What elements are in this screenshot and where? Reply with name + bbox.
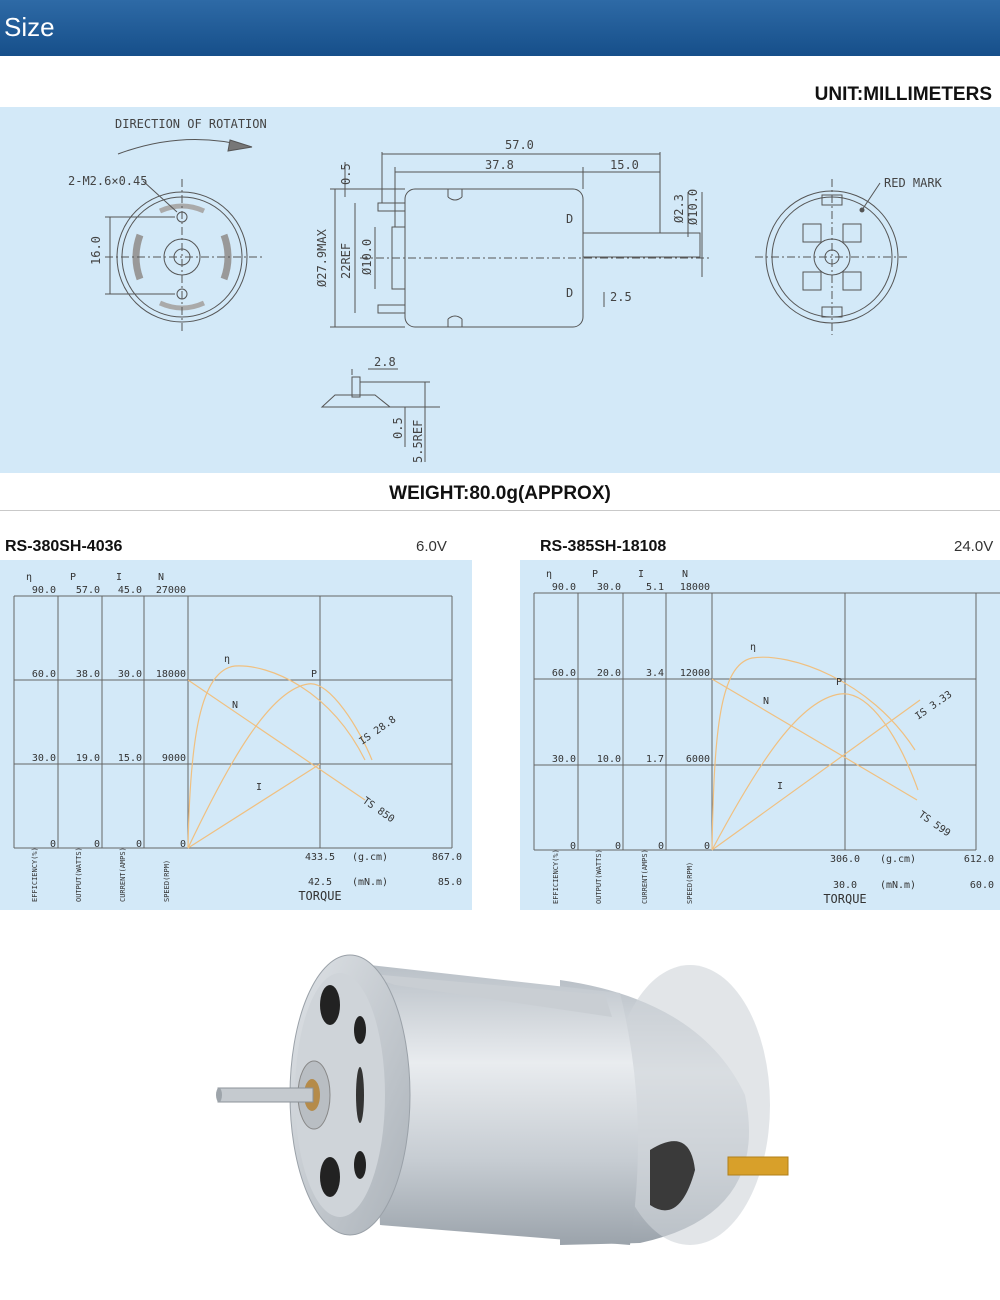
speed-line — [188, 680, 365, 800]
torque-unit-gcm: (g.cm) — [879, 854, 917, 865]
dim-2-5: 2.5 — [610, 290, 632, 304]
dim-15: 15.0 — [610, 158, 639, 172]
tick-label: 30.0 — [596, 582, 621, 593]
section-title: Size — [4, 12, 55, 42]
dim-22: 22REF — [339, 242, 353, 279]
tick-label: 0 — [135, 839, 142, 850]
chart-2-p-symbol: P — [592, 569, 599, 580]
current-line — [712, 700, 920, 850]
unit-label: UNIT:MILLIMETERS — [814, 84, 992, 105]
chart-2-svg — [520, 560, 1000, 910]
term-5-5: 5.5REF — [411, 419, 425, 463]
tick-label: 42.5 — [307, 877, 333, 888]
tick-label: 1.7 — [645, 754, 664, 765]
dimension-drawing — [0, 107, 1000, 473]
p-curve-label: P — [311, 669, 318, 680]
front-view — [105, 179, 262, 332]
dim-27-9: Ø27.9MAX — [315, 229, 329, 287]
chart-2-out-unit: OUTPUT(WATTS) — [595, 849, 603, 904]
torque-unit-gcm: (g.cm) — [351, 852, 389, 863]
tick-label: 60.0 — [969, 880, 994, 891]
chart-1-svg — [0, 560, 472, 910]
chart-1-spd-unit: SPEED(RPM) — [163, 859, 171, 902]
chart-2-panel — [520, 560, 1000, 910]
n-line-label: N — [763, 696, 770, 707]
eta-curve-label: η — [224, 654, 231, 665]
tick-label: 6000 — [685, 754, 710, 765]
tick-label: 0 — [569, 841, 576, 852]
rear-view — [755, 179, 910, 335]
chart-2-n-symbol: N — [682, 569, 689, 580]
tick-label: 0 — [657, 841, 664, 852]
i-line-label: I — [777, 781, 784, 792]
eta-curve-label: η — [750, 642, 757, 653]
dimension-drawing-panel — [0, 107, 1000, 473]
chart-1-out-unit: OUTPUT(WATTS) — [75, 847, 83, 902]
tick-label: 612.0 — [963, 854, 994, 865]
efficiency-curve — [188, 666, 365, 848]
ts-label: TS 850 — [360, 795, 397, 826]
side-view — [330, 152, 710, 327]
current-line — [188, 764, 320, 848]
tick-label: 433.5 — [304, 852, 336, 863]
dim-2-3: Ø2.3 — [672, 194, 686, 223]
mark-d-bottom: D — [566, 286, 574, 300]
section-header — [0, 0, 1000, 56]
dim-10-boss: Ø10.0 — [360, 238, 374, 275]
mark-d-top: D — [566, 212, 574, 226]
chart-2-voltage: 24.0V — [954, 538, 994, 555]
tick-label: 0 — [179, 839, 186, 850]
tick-label: 0 — [614, 841, 621, 852]
tick-label: 10.0 — [596, 754, 621, 765]
term-0-5: 0.5 — [391, 417, 405, 439]
dim-16: 16.0 — [89, 236, 103, 265]
tick-label: 45.0 — [117, 585, 142, 596]
speed-line — [712, 679, 917, 800]
tick-label: 19.0 — [75, 753, 100, 764]
tick-label: 0 — [49, 839, 56, 850]
rotation-arrowhead — [228, 140, 252, 151]
tick-label: 90.0 — [31, 585, 56, 596]
i-line-label: I — [256, 782, 263, 793]
chart-2-i-symbol: I — [638, 569, 645, 580]
tick-label: 0 — [93, 839, 100, 850]
tick-label: 30.0 — [551, 754, 576, 765]
dim-37-8: 37.8 — [485, 158, 514, 172]
n-line-label: N — [232, 700, 239, 711]
tick-label: 18000 — [679, 582, 710, 593]
is-label: IS 28.8 — [357, 714, 399, 748]
chart-1-n-symbol: N — [158, 572, 165, 583]
chart-1-p-symbol: P — [70, 572, 77, 583]
tick-label: 20.0 — [596, 668, 621, 679]
tick-label: 27000 — [155, 585, 186, 596]
motor-illustration — [0, 925, 1000, 1295]
red-mark-label: RED MARK — [884, 176, 942, 190]
chart-2-spd-unit: SPEED(RPM) — [686, 861, 694, 904]
output-curve — [188, 684, 372, 848]
tick-label: 3.4 — [645, 668, 664, 679]
torque-label: TORQUE — [298, 889, 342, 903]
chart-1-voltage: 6.0V — [416, 538, 447, 555]
tick-label: 38.0 — [75, 669, 100, 680]
p-curve-label: P — [836, 677, 843, 688]
tick-label: 18000 — [155, 669, 186, 680]
term-2-8: 2.8 — [374, 355, 396, 369]
chart-1-model: RS-380SH-4036 — [5, 538, 123, 555]
weight-label: WEIGHT:80.0g(APPROX) — [389, 483, 611, 504]
tick-label: 15.0 — [117, 753, 142, 764]
chart-1-eff-unit: EFFICIENCY(%) — [31, 847, 39, 902]
torque-unit-mnm: (mN.m) — [879, 880, 917, 891]
efficiency-curve — [712, 657, 915, 850]
tick-label: 0 — [703, 841, 710, 852]
tick-label: 60.0 — [551, 668, 576, 679]
chart-2-cur-unit: CURRENT(AMPS) — [641, 849, 649, 904]
chart-2-model: RS-385SH-18108 — [540, 538, 667, 555]
torque-unit-mnm: (mN.m) — [351, 877, 389, 888]
tick-label: 30.0 — [31, 753, 56, 764]
tick-label: 60.0 — [31, 669, 56, 680]
chart-1-panel — [0, 560, 472, 910]
rotation-label: DIRECTION OF ROTATION — [115, 117, 267, 131]
tick-label: 90.0 — [551, 582, 576, 593]
tick-label: 867.0 — [431, 852, 462, 863]
chart-2-eta-symbol: η — [546, 569, 553, 580]
tick-label: 5.1 — [645, 582, 664, 593]
tick-label: 30.0 — [832, 880, 858, 891]
ts-label: TS 599 — [916, 809, 953, 840]
tick-label: 30.0 — [117, 669, 142, 680]
screw-spec: 2-M2.6×0.45 — [68, 174, 148, 188]
torque-label: TORQUE — [823, 892, 867, 906]
chart-2-eff-unit: EFFICIENCY(%) — [552, 849, 560, 904]
dim-57: 57.0 — [505, 138, 534, 152]
tick-label: 12000 — [679, 668, 710, 679]
chart-1-cur-unit: CURRENT(AMPS) — [119, 847, 127, 902]
chart-2-grid — [534, 593, 1000, 850]
motor-photo — [0, 925, 1000, 1295]
is-label: IS 3.33 — [913, 689, 955, 723]
tick-label: 57.0 — [75, 585, 100, 596]
dim-10-shaft: Ø10.0 — [686, 188, 700, 225]
output-curve — [712, 694, 918, 850]
tick-label: 85.0 — [437, 877, 462, 888]
tick-label: 9000 — [161, 753, 186, 764]
divider — [0, 510, 1000, 511]
dim-0-5: 0.5 — [339, 163, 353, 185]
chart-1-eta-symbol: η — [26, 572, 33, 583]
tick-label: 306.0 — [829, 854, 861, 865]
chart-1-i-symbol: I — [116, 572, 123, 583]
